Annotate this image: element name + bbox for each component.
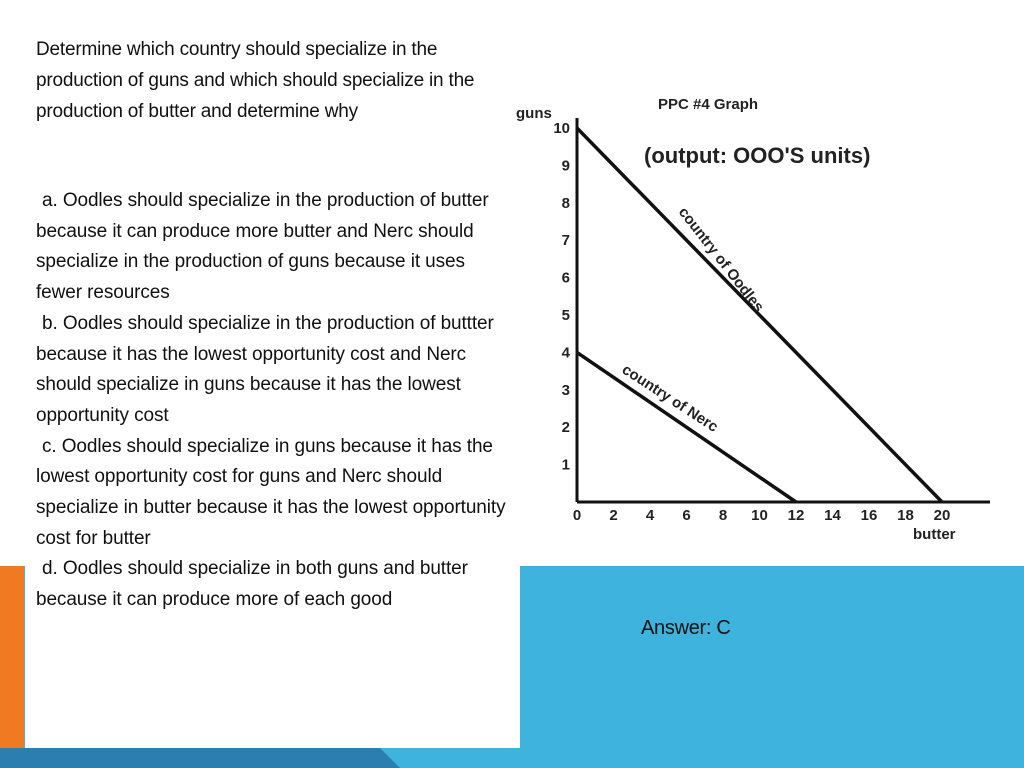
chart-title: PPC #4 Graph — [658, 96, 759, 113]
x-tick-label: 10 — [751, 507, 768, 524]
y-tick-label: 7 — [561, 232, 570, 250]
option-b-text: b. Oodles should specialize in the production of buttter because it has the lowest opportunity cost and Nerc should specialize in guns because it has the lowest opportunity cost — [36, 312, 494, 426]
option-d-text: d. Oodles should specialize in both guns and butter because it can produce more of each good — [36, 558, 468, 611]
option-a — [36, 186, 514, 309]
ppc-graph — [512, 85, 1002, 550]
x-tick-label: 14 — [824, 507, 841, 524]
option-d — [36, 554, 514, 615]
x-tick-label: 6 — [682, 507, 691, 524]
y-tick-label: 1 — [561, 456, 570, 474]
option-b — [36, 309, 514, 432]
y-tick-label: 2 — [561, 419, 570, 437]
x-tick-label: 16 — [860, 507, 878, 524]
y-tick-label: 6 — [561, 269, 570, 287]
x-tick-label: 20 — [933, 507, 951, 524]
option-a-text: a. Oodles should specialize in the production of butter because it can produce more butter and Nerc should specialize in the production of guns because it uses fewer resources — [36, 190, 489, 304]
chart-subtitle: (output: OOO'S units) — [644, 143, 871, 168]
x-tick-label: 0 — [572, 507, 582, 524]
y-axis-label: guns — [516, 105, 552, 122]
accent-bottom-strip — [0, 748, 400, 768]
y-tick-label: 3 — [561, 381, 570, 399]
series-line-country-of-nerc — [577, 352, 796, 502]
answer-options — [36, 186, 514, 616]
option-c-text: c. Oodles should specialize in guns because it has the lowest opportunity cost for guns and Nerc should specialize in butter because it has the lowest opportunity cost for butter — [36, 435, 506, 549]
series-line-country-of-oodles — [577, 128, 942, 502]
series-layer — [577, 128, 942, 502]
y-tick-label: 9 — [561, 157, 570, 175]
x-tick-label: 2 — [609, 507, 618, 524]
x-tick-label: 4 — [645, 507, 655, 524]
x-tick-label: 8 — [718, 507, 728, 524]
y-tick-label: 4 — [561, 344, 570, 362]
question-text: Determine which country should specialize in the production of guns and which should specialize in the production of butter and determine why — [36, 39, 475, 122]
option-c — [36, 432, 514, 555]
y-tick-label: 8 — [561, 194, 570, 212]
answer-label: Answer: C — [641, 617, 731, 639]
y-tick-label: 10 — [553, 120, 570, 137]
y-tick-label: 5 — [561, 307, 570, 324]
x-tick-label: 18 — [897, 507, 914, 524]
ticks-layer — [553, 120, 950, 524]
series-label-oodles: country of Oodles — [674, 203, 768, 316]
accent-orange-bar — [0, 566, 24, 768]
x-tick-label: 12 — [787, 507, 805, 524]
x-axis-label: butter — [913, 526, 956, 543]
series-label-nerc: country of Nerc — [618, 361, 722, 436]
